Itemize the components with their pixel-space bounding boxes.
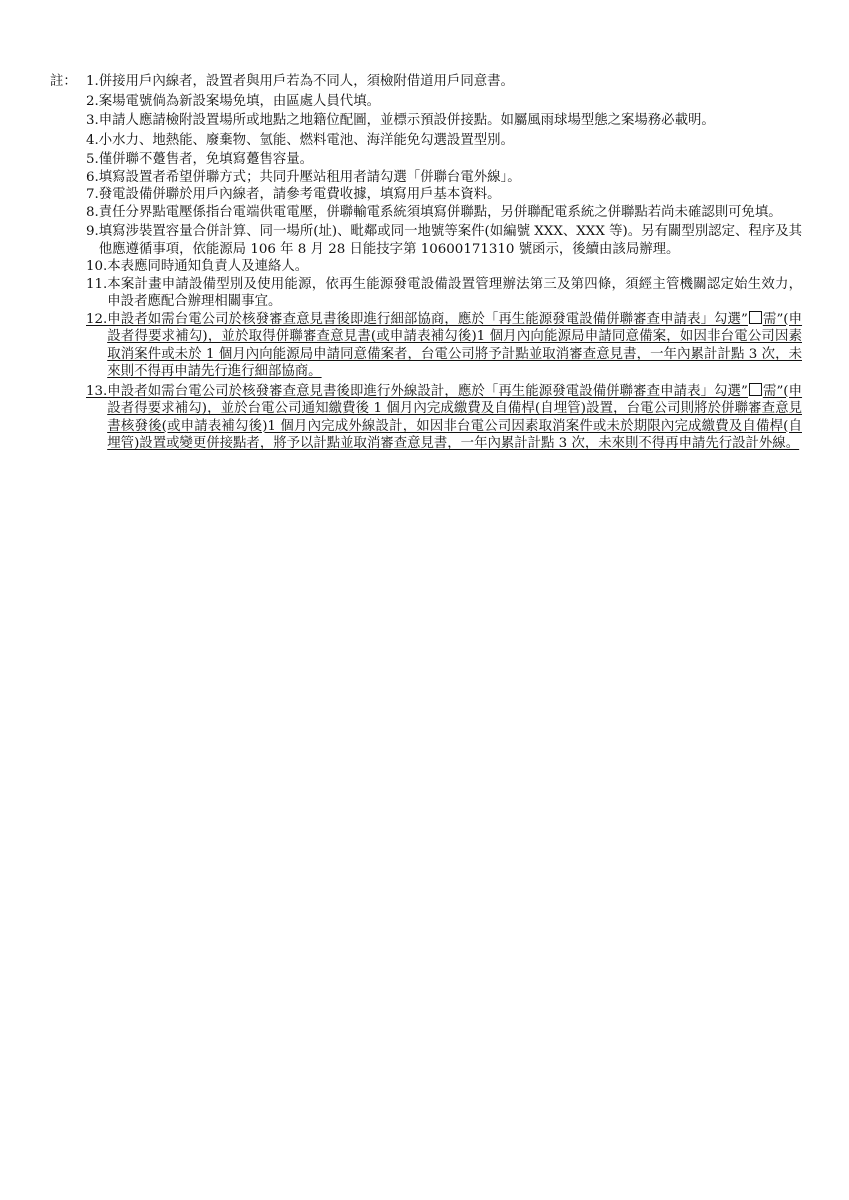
note-text: 本表應同時通知負責人及連絡人。 <box>107 259 309 274</box>
note-text: 小水力、地熱能、廢棄物、氫能、燃料電池、海洋能免勾選設置型別。 <box>98 132 514 148</box>
note-item-3 <box>50 112 802 130</box>
note-item-6 <box>50 169 802 187</box>
note-number: 7. <box>86 187 99 202</box>
note-item-9 <box>50 223 802 258</box>
note-item-13 <box>50 383 802 453</box>
note-number: 3. <box>86 113 99 128</box>
note-item-1 <box>50 73 802 91</box>
note-text: 填寫涉裝置容量合併計算、同一場所(址)、毗鄰或同一地號等案件(如編號 XXX、XXX 等)。另有關型別認定、程序及其他應遵循事項，依能源局 106 年 8 月 28 日能技字第 10600171310 號函示，後續由該局辦理。 <box>98 224 802 257</box>
note-text: 本案計畫申請設備型別及使用能源，依再生能源發電設備設置管理辦法第三及第四條，須經主管機關認定始生效力，申設者應配合辦理相關事宜。 <box>107 276 802 309</box>
note-text-part-b: 需”(申設者得要求補勾)，並於台電公司通知繳費後 1 個月內完成繳費及自備桿(自埋管)設置，台電公司則將於併聯審查意見書核發後(或申請表補勾後)1 個月內完成外線設計，如因非台電公司因素取消案件或未於期限內完成繳費及自備桿(自埋管)設置或變更併接點者，將予以計點並取消審查意見書，一年內累計計點 3 次，未來則不得再申請先行設計外線。 <box>107 383 803 451</box>
note-number: 10. <box>86 259 108 274</box>
note-text <box>107 383 802 453</box>
note-text-part-a: 申設者如需台電公司於核發審查意見書後即進行外線設計，應於「再生能源發電設備併聯審查申請表」勾選” <box>107 383 748 399</box>
note-item-11 <box>50 276 802 311</box>
note-item-8 <box>50 204 802 222</box>
notes-prefix: 註： <box>50 74 77 89</box>
note-text-part-a: 申設者如需台電公司於核發審查意見書後即進行細部協商，應於「再生能源發電設備併聯審查申請表」勾選” <box>107 311 748 327</box>
checkbox-icon <box>749 311 762 324</box>
note-text: 併接用戶內線者，設置者與用戶若為不同人，須檢附借道用戶同意書。 <box>98 74 514 89</box>
note-text: 責任分界點電壓係指台電端供電電壓，併聯輸電系統須填寫併聯點，另併聯配電系統之併聯點若尚未確認則可免填。 <box>98 204 782 220</box>
note-number: 9. <box>86 224 99 239</box>
note-text: 發電設備併聯於用戶內線者，請參考電費收據，填寫用戶基本資料。 <box>98 187 501 202</box>
note-number: 4. <box>86 132 99 148</box>
note-number: 1. <box>86 74 99 89</box>
note-text: 案場電號倘為新設案場免填，由區處人員代填。 <box>98 93 380 109</box>
note-item-5 <box>50 151 802 169</box>
note-item-10 <box>50 258 802 276</box>
note-number: 8. <box>86 204 99 220</box>
note-number: 13. <box>86 383 108 399</box>
checkbox-icon <box>749 383 762 396</box>
note-text <box>107 311 802 381</box>
note-item-2 <box>50 93 802 111</box>
note-text: 申請人應請檢附設置場所或地點之地籍位配圖，並標示預設併接點。如屬風雨球場型態之案場務必載明。 <box>98 113 715 128</box>
note-item-4 <box>50 132 802 150</box>
note-item-7 <box>50 186 802 204</box>
note-number: 11. <box>86 276 108 292</box>
note-item-12 <box>50 311 802 381</box>
note-number: 5. <box>86 152 99 167</box>
note-number: 12. <box>86 311 108 327</box>
notes-section <box>50 73 802 453</box>
note-text-part-b: 需”(申設者得要求補勾)，並於取得併聯審查意見書(或申請表補勾後)1 個月內向能源局申請同意備案，如因非台電公司因素取消案件或未於 1 個月內向能源局申請同意備案者，台電公司將予計點並取消審查意見書，一年內累計計點 3 次，未來則不得再申請先行進行細部協商。 <box>107 311 803 379</box>
note-number: 6. <box>86 169 99 185</box>
note-text: 僅併聯不躉售者，免填寫躉售容量。 <box>98 152 314 167</box>
note-text: 填寫設置者希望併聯方式；共同升壓站租用者請勾選「併聯台電外線」。 <box>98 169 521 185</box>
note-number: 2. <box>86 93 99 109</box>
